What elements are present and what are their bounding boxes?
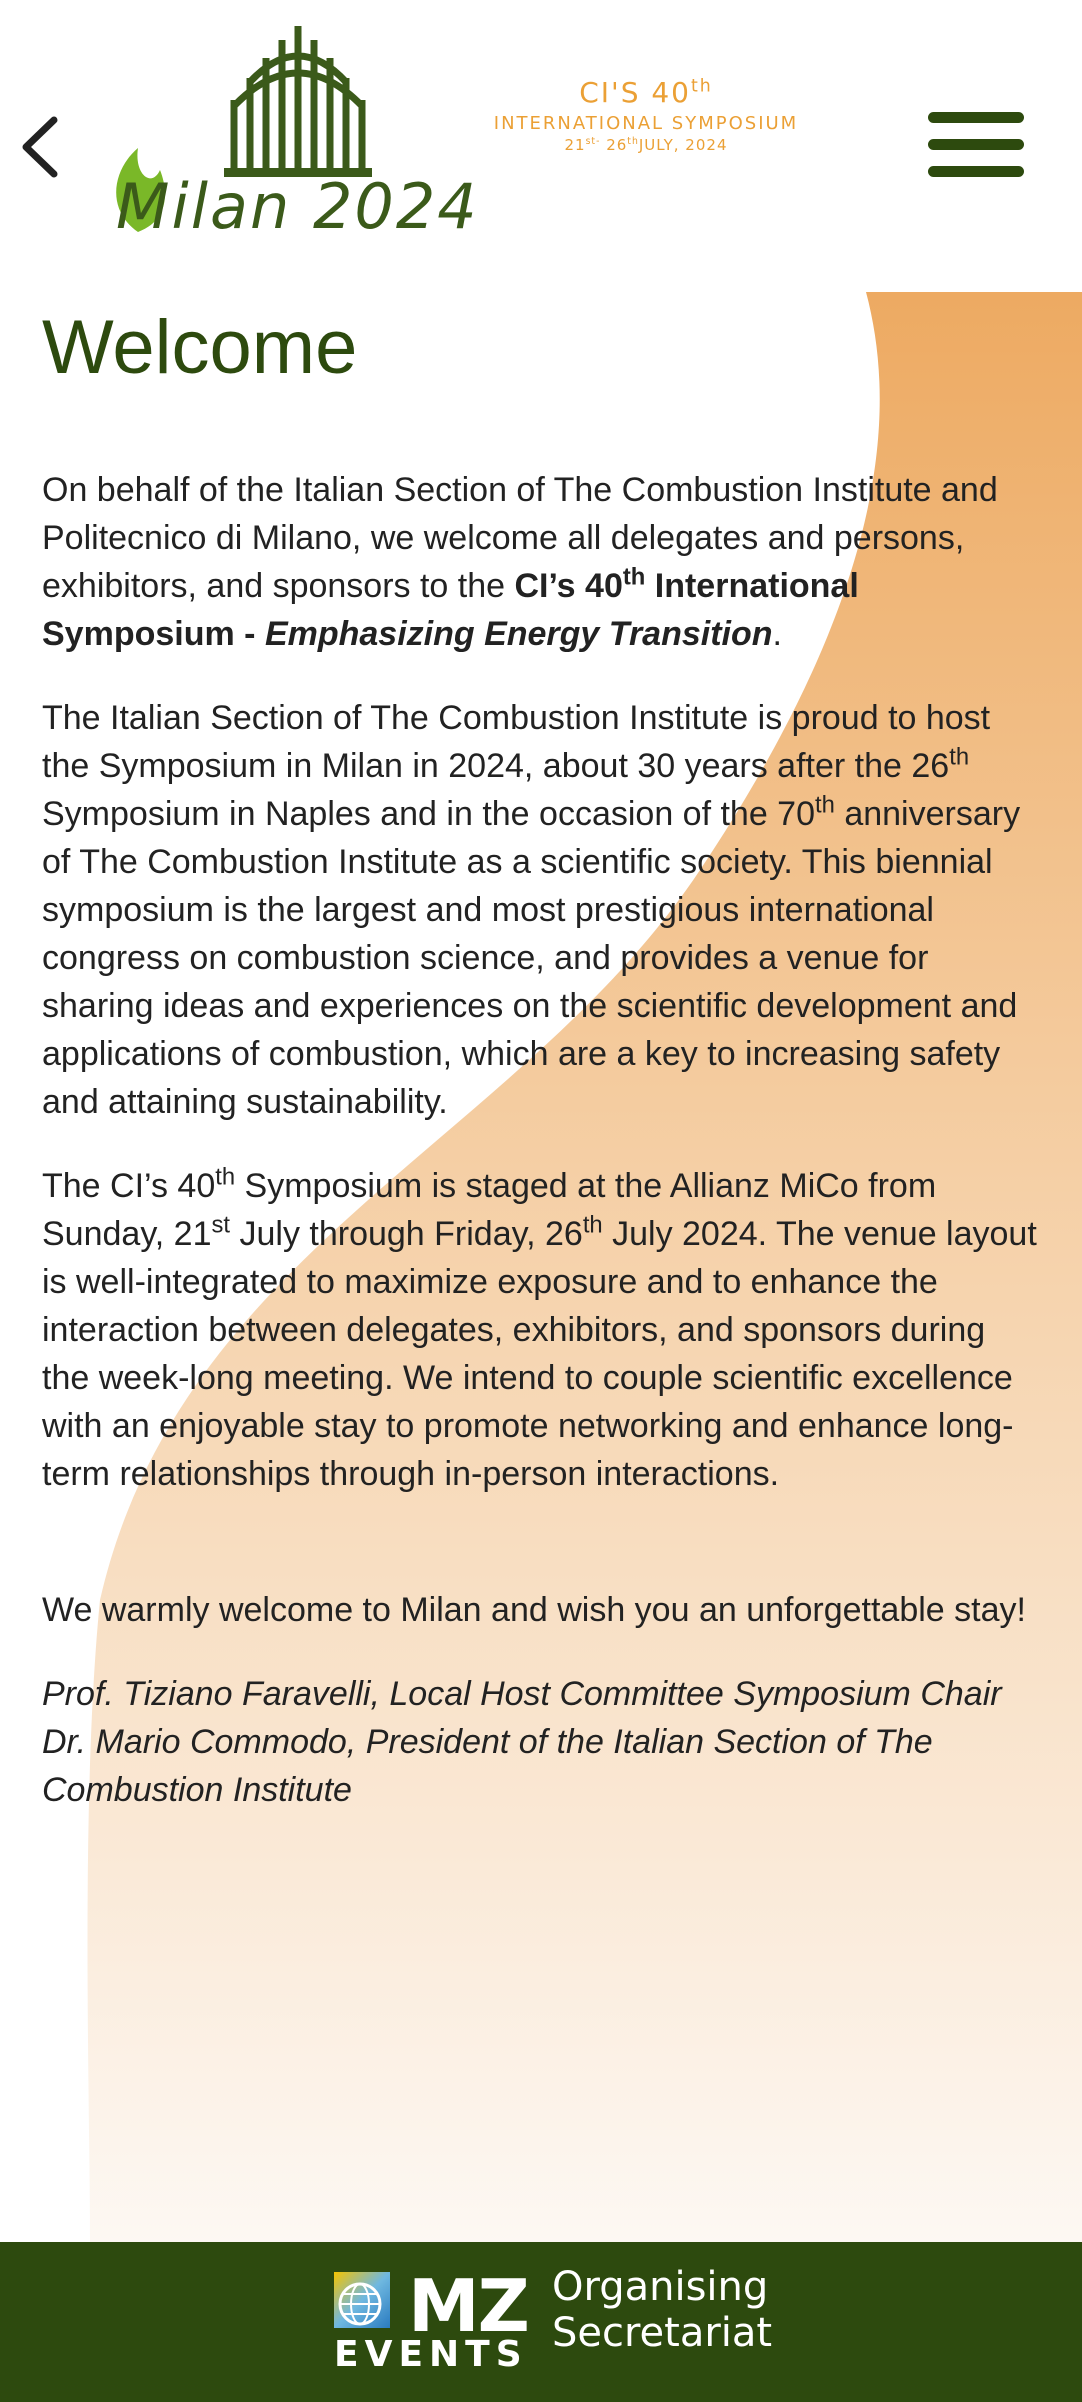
signature-1: Prof. Tiziano Faravelli, Local Host Committee Symposium Chair bbox=[42, 1675, 1002, 1713]
organising-secretariat-label: Organising Secretariat bbox=[552, 2264, 773, 2356]
chevron-left-icon bbox=[14, 112, 74, 182]
milan-2024-logo[interactable] bbox=[108, 20, 479, 243]
symposium-subtitle: INTERNATIONAL SYMPOSIUM bbox=[493, 113, 799, 134]
page-title: Welcome bbox=[42, 305, 358, 390]
symposium-badge bbox=[476, 76, 816, 154]
menu-bar bbox=[928, 166, 1024, 177]
events-wordmark: EVENTS bbox=[334, 2334, 528, 2375]
welcome-paragraph-1: On behalf of the Italian Section of The Combustion Institute and Politecnico di Milano, we welcome all delegates and persons, exhibitors, and sponsors to the CI’s 40th International Symposium - Emphasizing Energy Transition. bbox=[42, 471, 998, 653]
hamburger-menu-icon[interactable] bbox=[928, 112, 1024, 182]
symposium-name: CI’s 40th International Symposium - Emphasizing Energy Transition bbox=[42, 563, 859, 653]
logo-text: Milan 2024 bbox=[116, 170, 479, 243]
welcome-paragraph-4: We warmly welcome to Milan and wish you an unforgettable stay! bbox=[42, 1591, 1026, 1629]
menu-bar bbox=[928, 112, 1024, 123]
welcome-paragraph-3: The CI’s 40th Symposium is staged at the Allianz MiCo from Sunday, 21st July through Friday, 26th July 2024. The venue layout is well-integrated to maximize exposure and to enhance the interaction between delegates, exhibitors, and sponsors during the week-long meeting. We intend to couple scientific excellence with an enjoyable stay to promote networking and enhance long-term relationships through in-person interactions. bbox=[42, 1163, 1037, 1493]
mz-wordmark: MZ bbox=[408, 2264, 528, 2348]
welcome-content bbox=[42, 305, 1037, 1850]
symposium-dates: $21^{st-}$ 26thJULY, 2024 bbox=[564, 136, 728, 154]
welcome-paragraph-2: The Italian Section of The Combustion Institute is proud to host the Symposium in Milan in 2024, about 30 years after the 26th Symposium in Naples and in the occasion of the 70th anniversary of The Combustion Institute as a scientific society. This biennial symposium is the largest and most prestigious international congress on combustion science, and provides a venue for sharing ideas and experiences on the scientific development and applications of combustion, which are a key to increasing safety and attaining sustainability. bbox=[42, 699, 1021, 1121]
mz-events-logo[interactable] bbox=[330, 2264, 528, 2376]
signature-2: Dr. Mario Commodo, President of the Italian Section of The Combustion Institute bbox=[42, 1723, 933, 1809]
site-footer bbox=[0, 2242, 1082, 2402]
menu-bar bbox=[928, 139, 1024, 150]
globe-icon bbox=[330, 2268, 394, 2332]
site-header bbox=[0, 0, 1082, 290]
back-button[interactable] bbox=[14, 112, 74, 182]
symposium-title: CI'S 40th bbox=[579, 76, 713, 109]
signatures bbox=[42, 1670, 1037, 1814]
